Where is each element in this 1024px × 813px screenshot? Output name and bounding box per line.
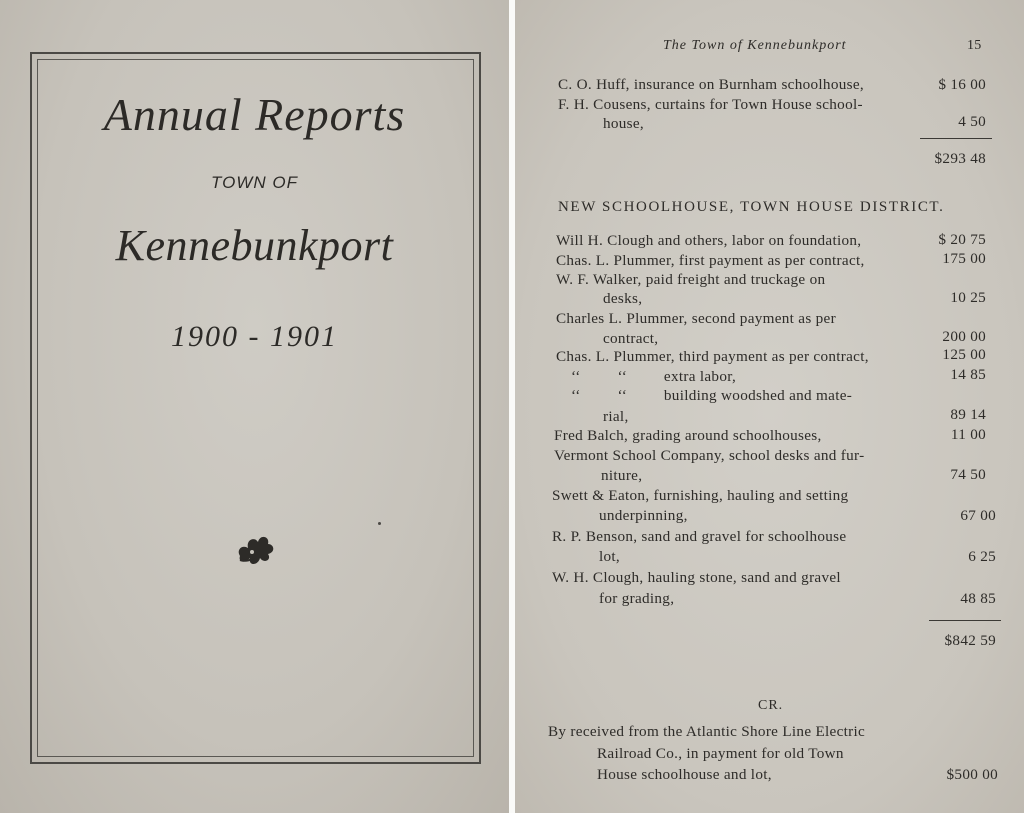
item-line: Fred Balch, grading around schoolhouses, <box>554 427 822 444</box>
item-amount: 89 14 <box>950 406 986 423</box>
total-rule <box>920 138 992 139</box>
item-line: Vermont School Company, school desks and fur- <box>554 447 865 464</box>
item-line: Swett & Eaton, furnishing, hauling and setting <box>552 487 849 504</box>
carry-line-2: F. H. Cousens, curtains for Town House school- <box>558 96 863 113</box>
item-line: rial, <box>603 408 629 425</box>
carry-amount-3: 4 50 <box>958 113 986 130</box>
item-line: Charles L. Plummer, second payment as per <box>556 310 836 327</box>
item-amount: 125 00 <box>942 346 986 363</box>
item-amount: 48 85 <box>960 590 996 607</box>
item-line: W. F. Walker, paid freight and truckage on <box>556 271 826 288</box>
cover-border-frame <box>30 52 481 764</box>
cover-years: 1900 - 1901 <box>171 320 338 353</box>
page-number: 15 <box>967 38 982 53</box>
item-amount: 14 85 <box>950 366 986 383</box>
total-rule <box>929 620 1001 621</box>
item-amount: 6 25 <box>968 548 996 565</box>
item-line: niture, <box>601 467 643 484</box>
credit-line: By received from the Atlantic Shore Line Electric <box>548 723 866 740</box>
item-line: underpinning, <box>599 507 688 524</box>
credit-amount: $500 00 <box>946 766 998 783</box>
leaf-ornament-icon <box>234 530 276 568</box>
item-line: ‘‘ ‘‘ building woodshed and mate- <box>571 387 853 404</box>
item-line: contract, <box>603 330 659 347</box>
item-amount: 74 50 <box>950 466 986 483</box>
item-amount: 175 00 <box>942 250 986 267</box>
item-line: R. P. Benson, sand and gravel for schoolhouse <box>552 528 847 545</box>
item-amount: 200 00 <box>942 328 986 345</box>
section-title: NEW SCHOOLHOUSE, TOWN HOUSE DISTRICT. <box>558 199 945 215</box>
cover-town-name: Kennebunkport <box>115 221 394 270</box>
carry-line-1: C. O. Huff, insurance on Burnham schoolhouse, <box>558 76 864 93</box>
item-amount: 10 25 <box>950 289 986 306</box>
section-total: $842 59 <box>944 632 996 649</box>
item-amount: 67 00 <box>960 507 996 524</box>
item-amount: 11 00 <box>950 426 986 443</box>
ledger-page <box>515 0 1024 813</box>
credit-heading: CR. <box>758 698 784 713</box>
carry-line-3: house, <box>603 115 645 132</box>
item-line: W. H. Clough, hauling stone, sand and gravel <box>552 569 841 586</box>
item-amount: $ 20 75 <box>938 231 986 248</box>
carry-total: $293 48 <box>934 150 986 167</box>
credit-line: Railroad Co., in payment for old Town <box>597 745 844 762</box>
item-line: for grading, <box>599 590 675 607</box>
item-line: ‘‘ ‘‘ extra labor, <box>571 368 737 385</box>
item-line: lot, <box>599 548 621 565</box>
paper-speck <box>378 522 381 525</box>
carry-amount-1: $ 16 00 <box>938 76 986 93</box>
item-line: Will H. Clough and others, labor on foundation, <box>556 232 862 249</box>
cover-subtitle: TOWN OF <box>211 173 298 192</box>
item-line: Chas. L. Plummer, third payment as per contract, <box>556 348 869 365</box>
credit-line: House schoolhouse and lot, <box>597 766 772 783</box>
cover-title: Annual Reports <box>103 89 406 140</box>
item-line: Chas. L. Plummer, first payment as per contract, <box>556 252 865 269</box>
running-head: The Town of Kennebunkport <box>663 38 847 53</box>
report-cover <box>0 0 509 813</box>
item-line: desks, <box>603 290 643 307</box>
